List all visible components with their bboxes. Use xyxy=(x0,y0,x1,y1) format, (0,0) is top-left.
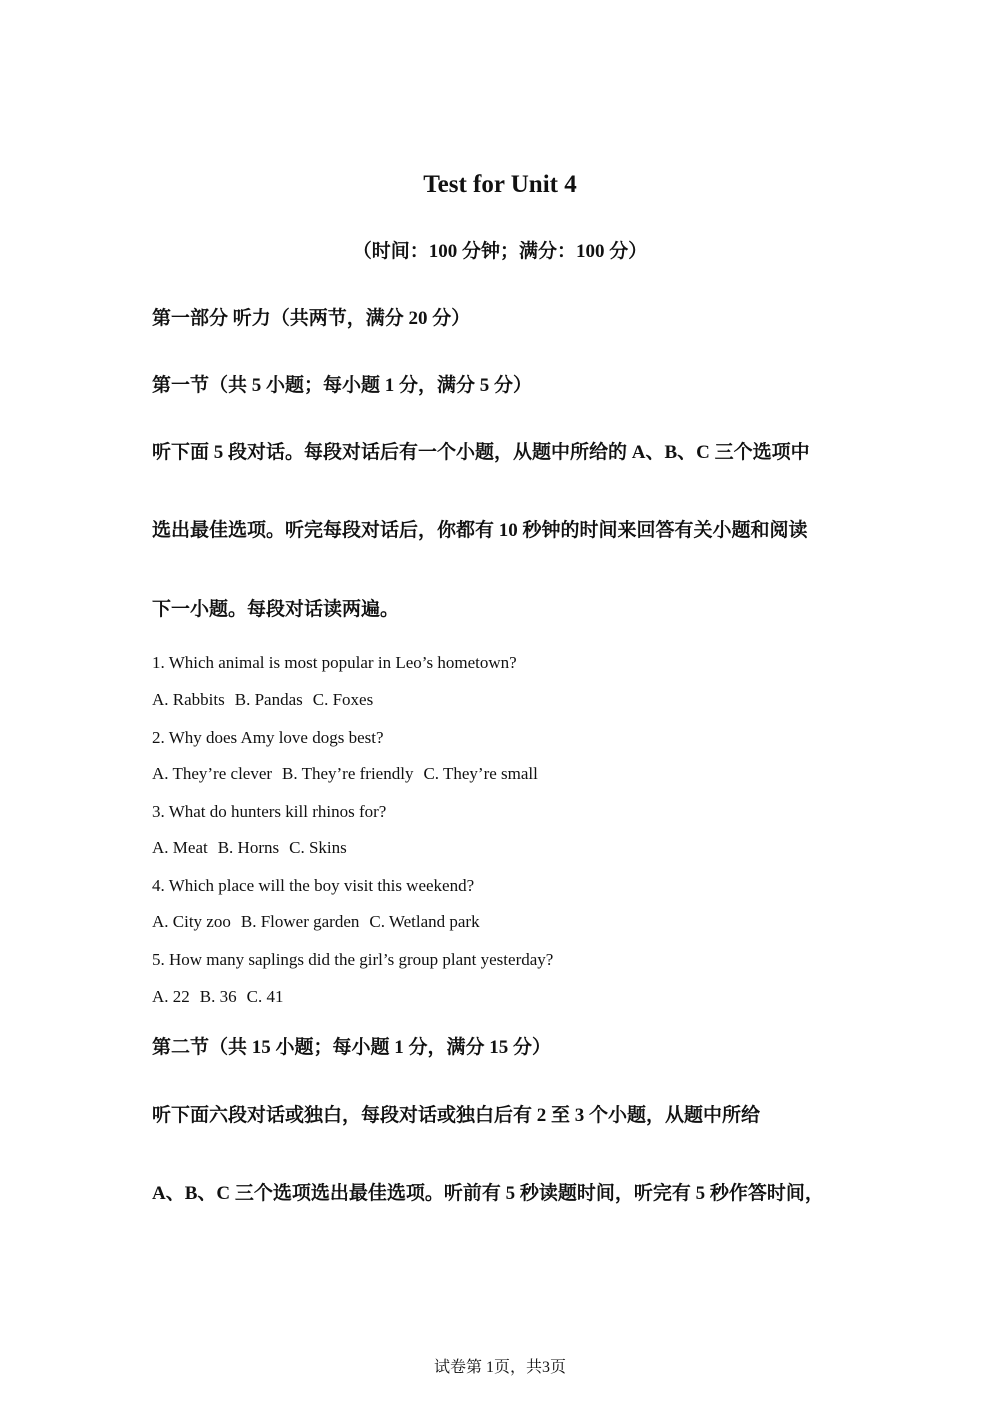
exam-time-score: （时间：100 分钟；满分：100 分） xyxy=(352,241,648,262)
option-b: B. Pandas xyxy=(234,690,303,709)
option-c: C. Wetland park xyxy=(369,912,480,931)
question-3-options xyxy=(152,836,357,860)
option-a: A. 22 xyxy=(152,987,190,1006)
section2-instruction-line: A、B、C 三个选项选出最佳选项。听前有 5 秒读题时间，听完有 5 秒作答时间， xyxy=(152,1183,824,1204)
section2-instruction-line: 听下面六段对话或独白，每段对话或独白后有 2 至 3 个小题，从题中所给 xyxy=(152,1105,761,1126)
part1-heading: 第一部分 听力（共两节，满分 20 分） xyxy=(152,308,471,329)
question-3: 3. What do hunters kill rhinos for? xyxy=(152,802,387,821)
option-a: A. City zoo xyxy=(152,912,231,931)
question-1-options xyxy=(152,688,383,712)
section2-heading: 第二节（共 15 小题；每小题 1 分，满分 15 分） xyxy=(152,1037,552,1058)
option-b: B. Flower garden xyxy=(240,912,360,931)
option-b: B. Horns xyxy=(217,838,280,857)
page-title: Test for Unit 4 xyxy=(423,171,577,198)
question-4-options xyxy=(152,910,490,934)
section1-instruction-line: 选出最佳选项。听完每段对话后，你都有 10 秒钟的时间来回答有关小题和阅读 xyxy=(152,520,808,541)
question-2-options xyxy=(152,762,548,786)
option-b: B. 36 xyxy=(199,987,237,1006)
option-a: A. Meat xyxy=(152,838,208,857)
option-c: C. They’re small xyxy=(423,764,538,783)
question-5: 5. How many saplings did the girl’s group plant yesterday? xyxy=(152,950,554,969)
question-4: 4. Which place will the boy visit this weekend? xyxy=(152,876,475,895)
option-c: C. 41 xyxy=(246,987,284,1006)
option-c: C. Skins xyxy=(289,838,347,857)
option-a: A. They’re clever xyxy=(152,764,273,783)
section1-heading: 第一节（共 5 小题；每小题 1 分，满分 5 分） xyxy=(152,375,533,396)
section1-instruction-line: 听下面 5 段对话。每段对话后有一个小题，从题中所给的 A、B、C 三个选项中 xyxy=(152,442,810,463)
option-a: A. Rabbits xyxy=(152,690,225,709)
option-c: C. Foxes xyxy=(312,690,374,709)
option-b: B. They’re friendly xyxy=(282,764,414,783)
question-2: 2. Why does Amy love dogs best? xyxy=(152,728,384,747)
question-5-options xyxy=(152,985,293,1009)
page-footer: 试卷第 1页，共3页 xyxy=(433,1359,566,1376)
section1-instruction-line: 下一小题。每段对话读两遍。 xyxy=(152,599,400,620)
question-1: 1. Which animal is most popular in Leo’s hometown? xyxy=(152,653,517,672)
